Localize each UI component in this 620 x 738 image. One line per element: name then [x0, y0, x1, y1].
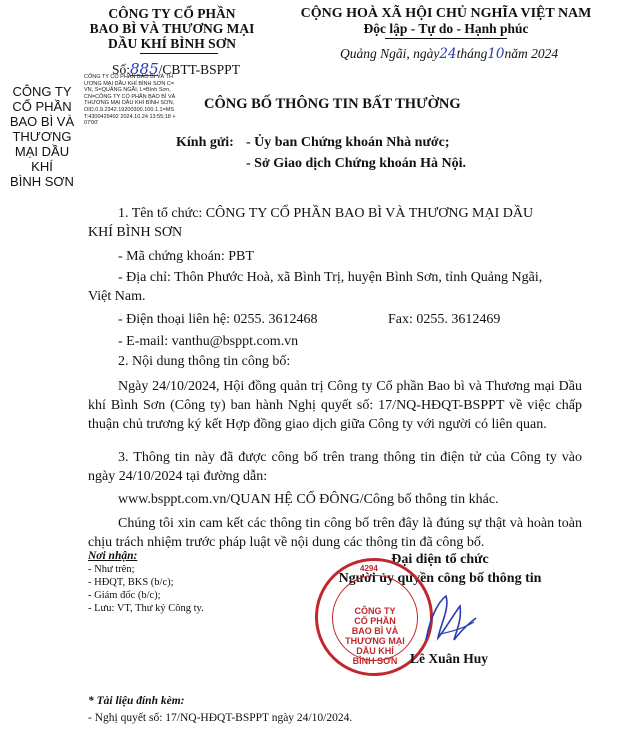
recipient-ssc: - Ủy ban Chứng khoán Nhà nước;	[246, 135, 450, 150]
date-month-handwritten: 10	[487, 46, 505, 62]
section-organization-name: 1. Tên tổ chức: CÔNG TY CỔ PHẦN BAO BÌ VÀ THƯƠNG MẠI DẦU	[118, 206, 534, 221]
company-seal: CÔNG TY CỔ PHẦN BAO BÌ VÀ THƯƠNG MẠI DẦU KHÍ BÌNH SƠN 4294	[315, 558, 433, 676]
section-publication: 3. Thông tin này đã được công bố trên trang thông tin điện tử của Công ty vào ngày 24/10/2024 tại đường dẫn:	[88, 450, 582, 484]
company-name-line3: DẦU KHÍ BÌNH SƠN	[108, 36, 236, 51]
fax: Fax: 0255. 3612469	[388, 312, 501, 327]
section-content-text: Ngày 24/10/2024, Hội đồng quản trị Công ty Cổ phần Bao bì và Thương mại Dầu khí Bình Sơn (Công ty) ban hành Nghị quyết số: 17/NQ-HĐQT-BSPPT về việc chấp thuận chủ trương ký kết Hợp đồng giao dịch giữa Công ty với người có liên quan.	[88, 379, 582, 432]
signatory-role-authorized: Người ủy quyền công bố thông tin	[338, 571, 542, 586]
national-title: CỘNG HOÀ XÃ HỘI CHỦ NGHĨA VIỆT NAM	[300, 6, 592, 21]
recipients-label: Kính gửi:	[176, 135, 234, 150]
distribution-item: - Lưu: VT, Thư ký Công ty.	[88, 603, 204, 614]
company-underline	[140, 53, 218, 54]
signatory-role: Đại diện tổ chức	[391, 552, 489, 567]
company-header	[62, 6, 282, 51]
signatory-name: Lê Xuân Huy	[410, 651, 489, 666]
document-number: Số:885/CBTT-BSPPT	[112, 60, 240, 78]
section-organization-name-cont: KHÍ BÌNH SƠN	[88, 225, 183, 240]
address: - Địa chỉ: Thôn Phước Hoà, xã Bình Trị, huyện Bình Sơn, tỉnh Quảng Ngãi,	[118, 270, 543, 285]
commitment-text: Chúng tôi xin cam kết các thông tin công bố trên đây là đúng sự thật và hoàn toàn chịu trách nhiệm trước pháp luật về nội dung các thông tin đã công bố.	[88, 516, 582, 550]
section-content-heading: 2. Nội dung thông tin công bố:	[118, 354, 291, 369]
national-header	[286, 6, 606, 36]
attachments-title: * Tài liệu đính kèm:	[88, 695, 185, 707]
distribution-list	[88, 550, 204, 615]
attachment-item: - Nghị quyết số: 17/NQ-HĐQT-BSPPT ngày 24/10/2024.	[88, 712, 353, 724]
document-title: CÔNG BỐ THÔNG TIN BẤT THƯỜNG	[204, 96, 461, 112]
email: - E-mail: vanthu@bsppt.com.vn	[118, 334, 299, 349]
distribution-item: - Giám đốc (b/c);	[88, 590, 161, 601]
distribution-item: - HĐQT, BKS (b/c);	[88, 577, 174, 588]
digital-signature-name: CÔNG TY CỔ PHẦN BAO BÌ VÀ THƯƠNG MẠI DẦU KHÍ BÌNH SƠN	[9, 84, 75, 189]
publication-link: www.bsppt.com.vn/QUAN HỆ CỔ ĐÔNG/Công bố thông tin khác.	[118, 492, 499, 507]
company-name-line2: BAO BÌ VÀ THƯƠNG MẠI	[89, 21, 255, 36]
motto-underline	[385, 38, 507, 39]
phone: - Điện thoại liên hệ: 0255. 3612468	[118, 312, 318, 327]
national-motto: Độc lập - Tự do - Hạnh phúc	[363, 21, 529, 36]
digital-signature-details: CÔNG TY CỔ PHẦN BAO BÌ VÀ THƯƠNG MẠI DẦU KHÍ BÌNH SƠN C=VN, S=QUẢNG NGÃI, L=Bình Sơn, CN=CÔNG TY CỔ PHẦN BAO BÌ VÀ THƯƠNG MẠI DẦU KHÍ BÌNH SƠN, OID.0.9.2342.19200300.100.1.1=MST:4300429492 2024.10.24 13:55:18 +07'00'	[84, 74, 176, 127]
address-cont: Việt Nam.	[88, 289, 146, 304]
stock-code: - Mã chứng khoán: PBT	[118, 249, 254, 264]
recipient-hnx: - Sở Giao dịch Chứng khoán Hà Nội.	[246, 156, 466, 171]
date-day-handwritten: 24	[439, 46, 457, 62]
document-date: Quảng Ngãi, ngày24tháng10năm 2024	[340, 46, 559, 62]
distribution-title: Nơi nhận:	[88, 550, 138, 562]
handwritten-signature	[420, 588, 480, 650]
document-number-handwritten: 885	[130, 60, 159, 78]
distribution-item: - Như trên;	[88, 564, 135, 575]
company-name-line1: CÔNG TY CỔ PHẦN	[108, 6, 236, 21]
